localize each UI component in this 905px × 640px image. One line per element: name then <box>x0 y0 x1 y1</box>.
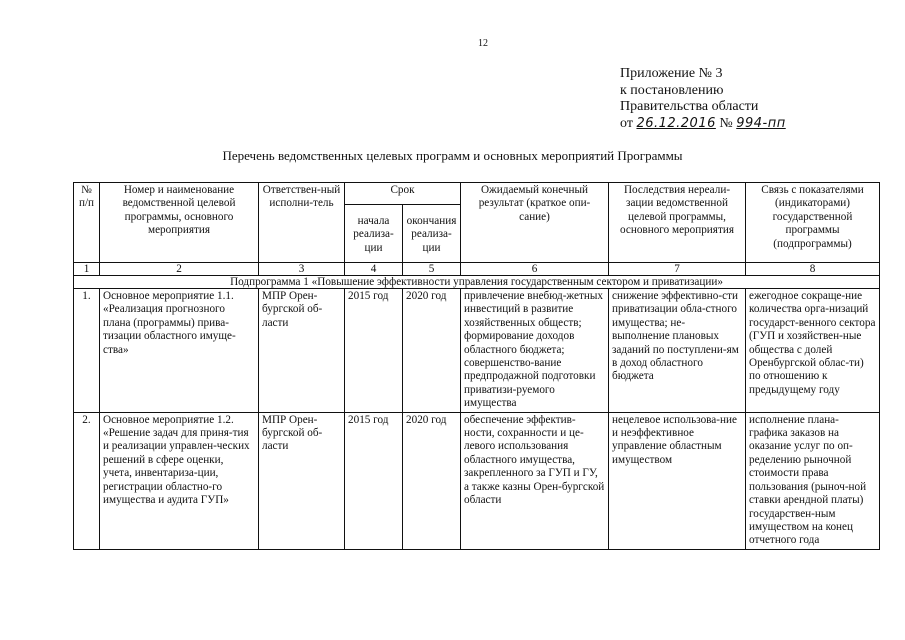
number-handwritten: 994-пп <box>736 115 786 131</box>
header-result: Ожидаемый конечный результат (краткое опи-сание) <box>461 183 609 263</box>
row-start: 2015 год <box>345 412 403 549</box>
column-number: 5 <box>403 263 461 276</box>
page-number: 12 <box>478 38 488 49</box>
programs-table <box>73 182 880 550</box>
row-name: Основное мероприятие 1.1. «Реализация прогнозного плана (программы) прива-тизации областного имуще-ства» <box>100 289 259 413</box>
row-consequences: нецелевое использова-ние и неэффективное управление областным имуществом <box>609 412 746 549</box>
date-prefix: от <box>620 115 633 131</box>
number-prefix: № <box>719 115 733 131</box>
row-end: 2020 год <box>403 289 461 413</box>
row-link: ежегодное сокраще-ние количества орга-низаций государст-венного сектора (ГУП и хозяйствен-ные общества с долей Оренбургской облас-ти) по отношению к предыдущему году <box>746 289 880 413</box>
row-start: 2015 год <box>345 289 403 413</box>
table-row <box>74 412 880 549</box>
column-number: 6 <box>461 263 609 276</box>
column-number: 4 <box>345 263 403 276</box>
row-result: обеспечение эффектив-ности, сохранности и це-левого использования областного имущества, закрепленного за ГУП и ГУ, а также казны Орен-бургской области <box>461 412 609 549</box>
column-number: 3 <box>259 263 345 276</box>
row-consequences: снижение эффективно-сти приватизации обла-стного имущества; не-выполнение плановых заданий по поступлени-ям в доход областного бюджета <box>609 289 746 413</box>
header-consequences: Последствия нереали-зации ведомственной целевой программы, основного мероприятия <box>609 183 746 263</box>
row-executor: МПР Орен-бургской об-ласти <box>259 412 345 549</box>
document-title: Перечень ведомственных целевых программ и основных мероприятий Программы <box>222 148 683 163</box>
row-num: 1. <box>74 289 100 413</box>
appendix-block <box>620 66 786 132</box>
column-number: 8 <box>746 263 880 276</box>
date-handwritten: 26.12.2016 <box>636 115 716 131</box>
column-number: 7 <box>609 263 746 276</box>
row-end: 2020 год <box>403 412 461 549</box>
table-row <box>74 289 880 413</box>
appendix-line-3: Правительства области <box>620 99 759 114</box>
header-executor: Ответствен-ный исполни-тель <box>259 183 345 263</box>
appendix-line-1: Приложение № 3 <box>620 66 723 81</box>
column-number: 1 <box>74 263 100 276</box>
header-name: Номер и наименование ведомственной целевой программы, основного мероприятия <box>100 183 259 263</box>
row-executor: МПР Орен-бургской об-ласти <box>259 289 345 413</box>
column-number: 2 <box>100 263 259 276</box>
appendix-date-line <box>620 116 786 133</box>
header-term-end: окончания реализа-ции <box>403 205 461 263</box>
row-result: привлечение внебюд-жетных инвестиций в развитие хозяйственных обществ; формирование доходов областного бюджета; совершенство-вание предпродажной подготовки приватизи-руемого имущества <box>461 289 609 413</box>
row-name: Основное мероприятие 1.2. «Решение задач для приня-тия и реализации управлен-ческих решений в сфере оценки, учета, инвентариза-ции, регистрации областно-го имущества и аудита ГУП» <box>100 412 259 549</box>
header-link: Связь с показателями (индикаторами) государственной программы (подпрограммы) <box>746 183 880 263</box>
row-link: исполнение плана-графика заказов на оказание услуг по оп-ределению рыночной стоимости права пользования (рыноч-ной ставки арендной платы) государствен-ным имуществом на конец отчетного года <box>746 412 880 549</box>
header-num: № п/п <box>74 183 100 263</box>
row-num: 2. <box>74 412 100 549</box>
subprogram-title: Подпрограмма 1 «Повышение эффективности управления государственным сектором и приватизации» <box>74 276 880 289</box>
appendix-line-2: к постановлению <box>620 82 724 98</box>
header-term: Срок <box>345 183 461 205</box>
header-term-start: начала реализа-ции <box>345 205 403 263</box>
